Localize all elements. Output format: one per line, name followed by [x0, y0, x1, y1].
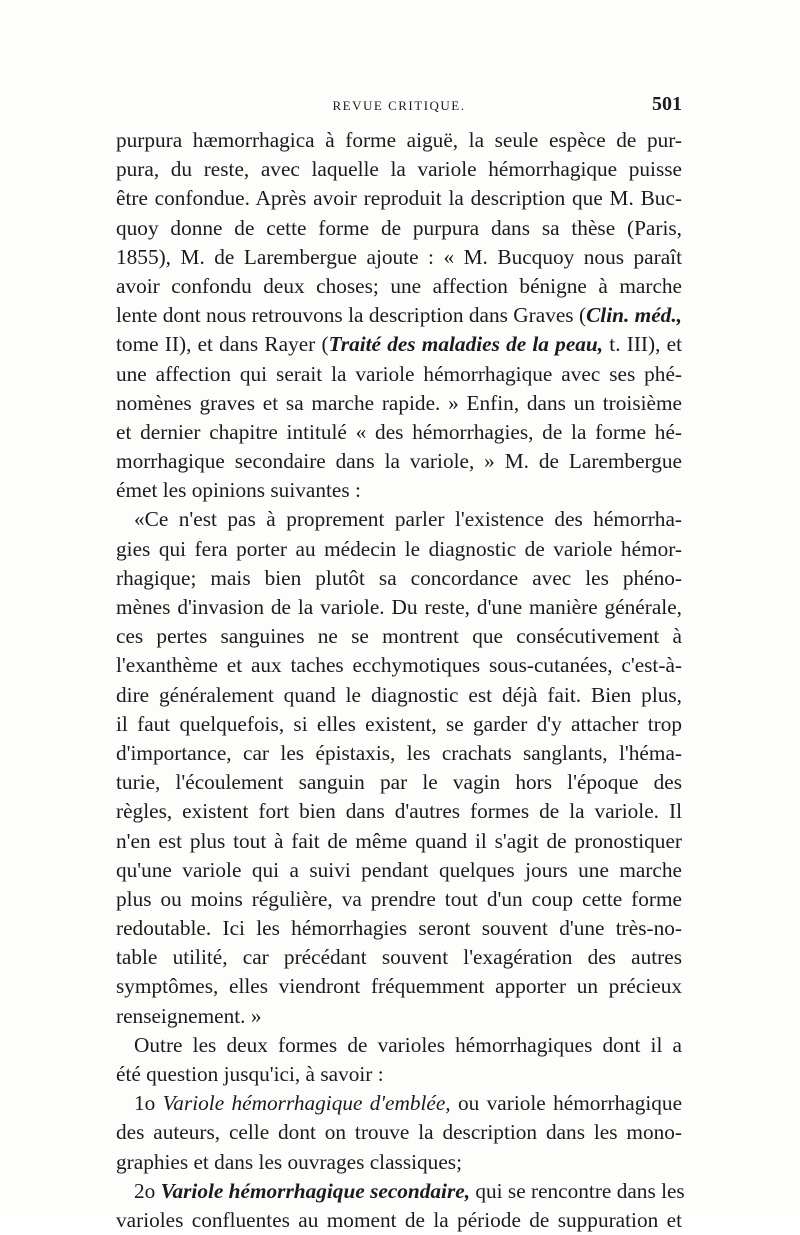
- text-segment: qui se rencontre dans les: [470, 1178, 685, 1203]
- term-italic: Variole hémorrhagique secondaire,: [160, 1178, 471, 1203]
- text-line: symptômes, elles viendront fréquemment apporter un précieux: [116, 974, 682, 999]
- text-line: quoy donne de cette forme de purpura dans sa thèse (Paris,: [116, 215, 682, 240]
- text-line: qu'une variole qui a suivi pendant quelques jours une marche: [116, 857, 682, 882]
- paragraph-quotation: [116, 505, 682, 1030]
- text-line: purpura hæmorrhagica à forme aiguë, la seule espèce de pur-: [116, 128, 682, 152]
- text-line: graphies et dans les ouvrages classiques;: [116, 1149, 462, 1174]
- text-segment: tome II), et dans Rayer (: [116, 332, 329, 357]
- paragraph-3: [116, 1031, 682, 1089]
- term-italic: Variole hémorrhagique d'emblée,: [162, 1091, 451, 1116]
- text-segment: lente dont nous retrouvons la description dans Graves (: [116, 303, 587, 328]
- text-line: il faut quelquefois, si elles existent, se garder d'y attacher trop: [116, 711, 682, 736]
- text-line: d'importance, car les épistaxis, les crachats sanglants, l'héma-: [116, 740, 682, 765]
- text-line: des auteurs, celle dont on trouve la description dans les mono-: [116, 1120, 682, 1145]
- text-line: mènes d'invasion de la variole. Du reste, d'une manière générale,: [116, 595, 682, 619]
- text-line: l'exanthème et aux taches ecchymotiques sous-cutanées, c'est-à-: [116, 653, 682, 678]
- text-line: n'en est plus tout à fait de même quand il s'agit de pronostiquer: [116, 828, 682, 853]
- running-title: REVUE CRITIQUE.: [332, 98, 466, 113]
- text-line: une affection qui serait la variole hémorrhagique avec ses phé-: [116, 361, 682, 386]
- text-line: dire généralement quand le diagnostic est déjà fait. Bien plus,: [116, 682, 682, 707]
- text-line: [116, 1177, 685, 1206]
- text-line: règles, existent fort bien dans d'autres formes de la variole. Il: [116, 799, 682, 824]
- body-text: [116, 126, 685, 1235]
- citation-italic: Clin. méd.,: [586, 303, 682, 328]
- list-item-1: [116, 1089, 682, 1177]
- item-number: 1o: [134, 1091, 156, 1116]
- text-line: [116, 1089, 682, 1118]
- paragraph-1: [116, 126, 682, 505]
- text-line: Outre les deux formes de varioles hémorrhagiques dont il a: [134, 1032, 682, 1057]
- list-item-2: [116, 1177, 685, 1235]
- text-line: été question jusqu'ici, à savoir :: [116, 1062, 384, 1086]
- text-line: varioles confluentes au moment de la période de suppuration et: [116, 1207, 682, 1232]
- text-line: ces pertes sanguines ne se montrent que consécutivement à: [116, 624, 682, 649]
- item-number: 2o: [134, 1178, 156, 1203]
- text-line: et dernier chapitre intitulé « des hémorrhagies, de la forme hé-: [116, 419, 682, 444]
- text-segment: t. III), et: [603, 332, 683, 357]
- page-number: 501: [652, 93, 682, 115]
- text-line: turie, l'écoulement sanguin par le vagin hors l'époque des: [116, 770, 682, 795]
- citation-italic: Traité des maladies de la peau,: [328, 332, 604, 357]
- text-line: «Ce n'est pas à proprement parler l'existence des hémorrha-: [134, 507, 682, 532]
- text-line: morrhagique secondaire dans la variole, » M. de Larembergue: [116, 449, 682, 474]
- text-segment: ou variole hémorrhagique: [450, 1091, 683, 1116]
- text-line: gies qui fera porter au médecin le diagnostic de variole hémor-: [116, 536, 682, 561]
- text-line: table utilité, car précédant souvent l'exagération des autres: [116, 945, 682, 970]
- text-line: émet les opinions suivantes :: [116, 478, 361, 503]
- text-line: 1855), M. de Larembergue ajoute : « M. Bucquoy nous paraît: [116, 244, 682, 269]
- text-line: [116, 330, 682, 359]
- text-line: renseignement. »: [116, 1003, 262, 1028]
- text-line: avoir confondu deux choses; une affection bénigne à marche: [116, 273, 682, 298]
- running-header: [116, 93, 682, 116]
- text-line: [116, 301, 682, 330]
- text-line: plus ou moins régulière, va prendre tout d'un coup cette forme: [116, 886, 682, 911]
- text-line: être confondue. Après avoir reproduit la description que M. Buc-: [116, 186, 682, 211]
- text-line: pura, du reste, avec laquelle la variole hémorrhagique puisse: [116, 157, 682, 182]
- text-line: redoutable. Ici les hémorrhagies seront souvent d'une très-no-: [116, 916, 682, 941]
- text-line: rhagique; mais bien plutôt sa concordance avec les phéno-: [116, 565, 682, 590]
- text-line: nomènes graves et sa marche rapide. » Enfin, dans un troisième: [116, 390, 682, 415]
